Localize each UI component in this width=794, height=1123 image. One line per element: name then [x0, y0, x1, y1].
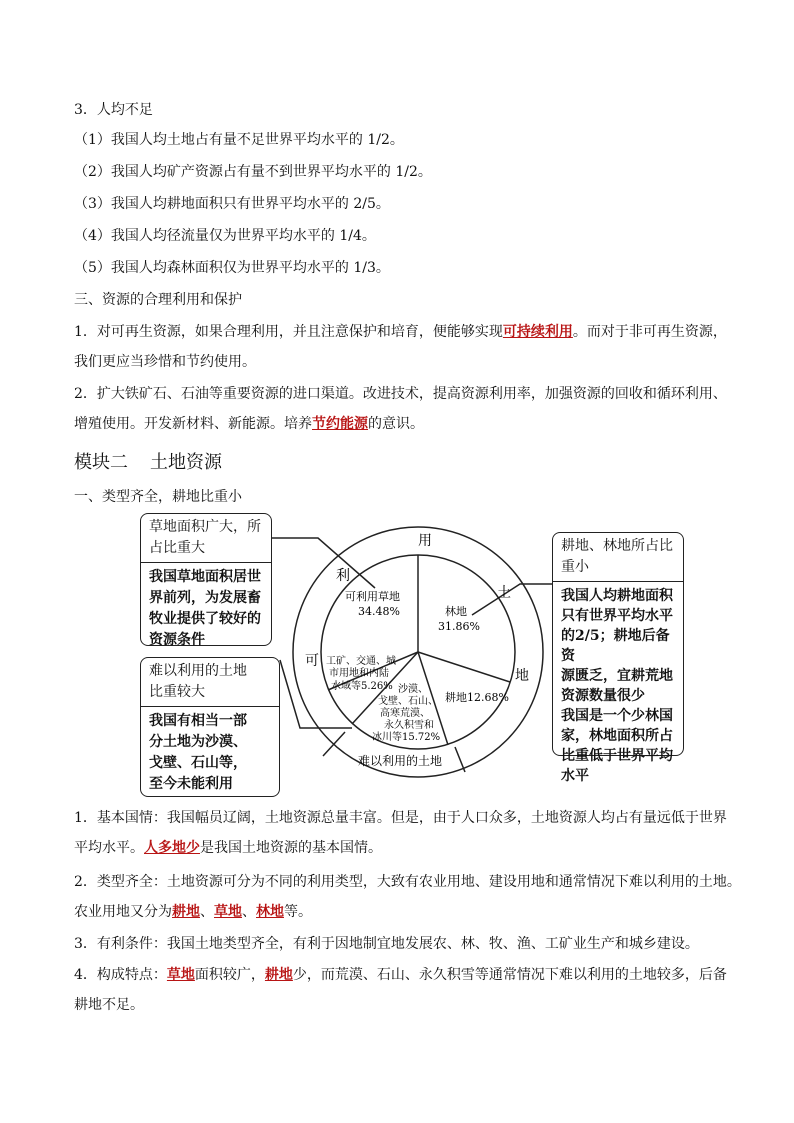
paragraph: 农业用地又分为耕地、草地、林地等。 — [74, 904, 312, 920]
leader-line — [272, 538, 375, 588]
paragraph: 1．对可再生资源，如果合理利用，并且注意保护和培育，便能够实现可持续利用。而对于非可再生资源， — [74, 324, 727, 340]
ring-char: 用 — [418, 533, 432, 549]
module-heading: 模块二 土地资源 — [74, 452, 222, 473]
ring-char: 利 — [336, 568, 350, 584]
slice-label-desert: 永久积雪和 — [384, 720, 434, 731]
paragraph: 4．构成特点：草地面积较广，耕地少，而荒漠、石山、永久积雪等通常情况下难以利用的土地较多，后备 — [74, 967, 727, 983]
paragraph: 2．类型齐全：土地资源可分为不同的利用类型，大致有农业用地、建设用地和通常情况下难以利用的土地。 — [74, 874, 741, 890]
highlight-term: 节约能源 — [312, 416, 368, 432]
slice-label-grass: 可利用草地 — [345, 590, 400, 603]
hard-land-box: 难以利用的土地 比重较大 我国有相当一部 分土地为沙漠、 戈壁、石山等， 至今未能利用 — [140, 657, 280, 797]
slice-label-urban: 水域等5.26% — [331, 681, 393, 692]
list-item: （4）我国人均径流量仅为世界平均水平的 1/4。 — [74, 228, 376, 244]
paragraph: 我们更应当珍惜和节约使用。 — [74, 354, 256, 370]
slice-label-urban: 工矿、交通、城 — [326, 656, 396, 667]
grass-box: 草地面积广大，所 占比重大 我国草地面积居世 界前列，为发展畜 牧业提供了较好的 资源条件 — [140, 513, 272, 646]
highlight-term: 可持续利用 — [502, 324, 573, 340]
paragraph: 2．扩大铁矿石、石油等重要资源的进口渠道。改进技术，提高资源利用率，加强资源的回收和循环利用、 — [74, 386, 727, 402]
slice-value-forest: 31.86% — [438, 620, 480, 633]
slice-label-forest: 林地 — [445, 605, 467, 618]
ring-char: 土 — [497, 585, 511, 601]
paragraph: 增殖使用。开发新材料、新能源。培养节约能源的意识。 — [74, 416, 424, 432]
ring-bottom-label: 难以利用的土地 — [358, 754, 443, 768]
slice-label-desert: 戈壁、石山、 — [378, 696, 438, 707]
ring-char: 可 — [305, 653, 319, 669]
slice-value-grass: 34.48% — [358, 605, 400, 618]
highlight-term: 人多地少 — [144, 840, 200, 856]
list-item: （3）我国人均耕地面积只有世界平均水平的 2/5。 — [74, 196, 390, 212]
ring-divider — [323, 732, 345, 756]
part-title: 三、资源的合理利用和保护 — [74, 292, 242, 308]
slice-label-urban: 市用地和内陆 — [329, 668, 389, 679]
leader-line — [472, 584, 552, 615]
farm-forest-box: 耕地、林地所占比 重小 我国人均耕地面积 只有世界平均水平 的2/5；耕地后备资 源匮乏，宜耕荒地 资源数量很少 我国是一个少林国 家，林地面积所占 比重低于世界平均 水平 — [552, 532, 684, 756]
slice-label-farm: 耕地12.68% — [445, 691, 509, 704]
ring-divider — [455, 747, 465, 772]
slice-label-desert: 冰川等15.72% — [372, 732, 441, 743]
list-item: （1）我国人均土地占有量不足世界平均水平的 1/2。 — [74, 132, 404, 148]
list-item: （2）我国人均矿产资源占有量不到世界平均水平的 1/2。 — [74, 164, 432, 180]
paragraph: 1．基本国情：我国幅员辽阔，土地资源总量丰富。但是，由于人口众多，土地资源人均占有量远低于世界 — [74, 810, 727, 826]
slice-label-desert: 沙漠、 — [398, 684, 428, 695]
paragraph: 耕地不足。 — [74, 997, 144, 1013]
list-item: （5）我国人均森林面积仅为世界平均水平的 1/3。 — [74, 260, 390, 276]
slice-label-desert: 高寒荒漠、 — [380, 708, 430, 719]
ring-char: 地 — [515, 668, 529, 684]
section-title: 3．人均不足 — [74, 102, 153, 118]
subsection-title: 一、类型齐全，耕地比重小 — [74, 489, 242, 505]
paragraph: 平均水平。人多地少是我国土地资源的基本国情。 — [74, 840, 382, 856]
paragraph: 3．有利条件：我国土地类型齐全，有利于因地制宜地发展农、林、牧、渔、工矿业生产和城乡建设。 — [74, 936, 699, 952]
pie-divider — [418, 652, 510, 682]
